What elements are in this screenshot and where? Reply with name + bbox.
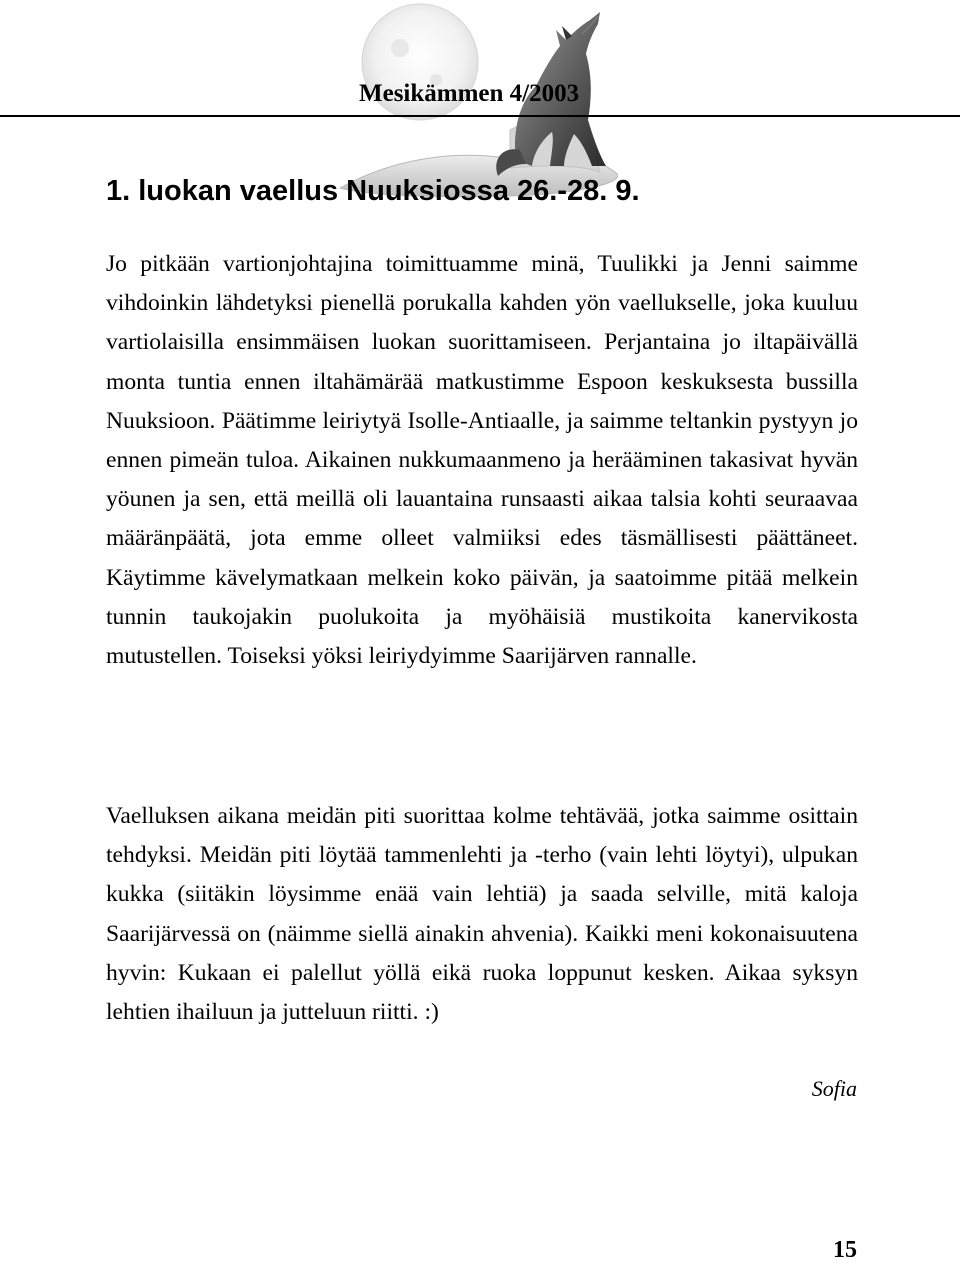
paragraph-1: Jo pitkään vartionjohtajina toimittuamme minä, Tuulikki ja Jenni saimme vihdoinkin lähdetyksi pienellä porukalla kahden yön vaellukselle, joka kuuluu vartiolaisilla ensimmäisen luokan suorittamiseen. Perjantaina jo iltapäivällä monta tuntia ennen iltahämärää matkustimme Espoon keskuksesta bussilla Nuuksioon. Päätimme leiriytyä Isolle-Antiaalle, ja saimme teltankin pystyyn jo ennen pimeän tuloa. Aikainen nukkumaanmeno ja herääminen takasivat hyvän yöunen ja sen, että meillä oli lauantaina runsaasti aikaa talsia kohti seuraavaa määränpäätä, jota emme olleet valmiiksi edes täsmällisesti päättäneet. Käytimme kävelymatkaan melkein koko päivän, ja saatoimme pitää melkein tunnin taukojakin puolukoita ja myöhäisiä mustikoita kanervikosta mutustellen. Toiseksi yöksi leiriydyimme Saarijärven rannalle. <box>106 251 858 670</box>
paragraph-2: Vaelluksen aikana meidän piti suorittaa kolme tehtävää, jotka saimme osittain tehdyksi. Meidän piti löytää tammenlehti ja -terho (vain lehti löytyi), ulpukan kukka (siitäkin löysimme enää vain lehtiä) ja saada selville, mitä kaloja Saarijärvessä on (näimme siellä ainakin ahvenia). Kaikki meni kokonaisuutena hyvin: Kukaan ei palellut yöllä eikä ruoka loppunut kesken. Aikaa syksyn lehtien ihailuun ja jutteluun riitti. :) <box>106 803 858 1026</box>
publication-header: Mesikämmen 4/2003 <box>359 80 580 107</box>
article-title: 1. luokan vaellus Nuuksiossa 26.-28. 9. <box>106 175 640 207</box>
header-divider <box>0 115 960 117</box>
page-number: 15 <box>833 1237 857 1263</box>
author-signature: Sofia <box>811 1076 857 1101</box>
